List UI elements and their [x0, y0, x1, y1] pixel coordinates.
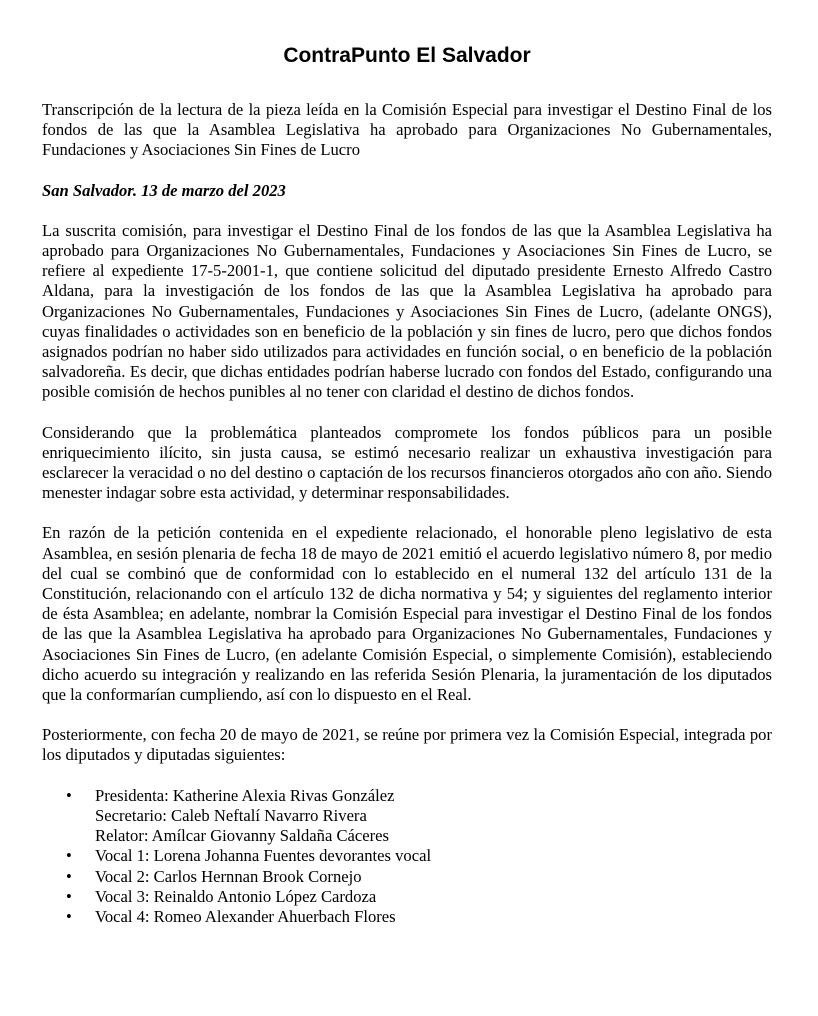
member-vocal-3: Vocal 3: Reinaldo Antonio López Cardoza — [95, 886, 377, 906]
paragraph-considerations: Considerando que la problemática planteados compromete los fondos públicos para un posible enriquecimiento ilícito, sin justa causa, se estimó necesario realizar un exhaustiva investigación para esclarecer la veracidad o no del destino o captación de los recursos financieros otorgados año con año. Siendo menester indagar sobre esta actividad, y determinar responsabilidades. — [42, 422, 772, 503]
member-president: Presidenta: Katherine Alexia Rivas González — [95, 785, 395, 805]
member-rapporteur: Relator: Amílcar Giovanny Saldaña Cáceres — [95, 826, 389, 846]
list-item-vocal-4 — [42, 907, 772, 927]
members-list — [42, 786, 772, 927]
document-title: ContraPunto El Salvador — [283, 44, 531, 67]
bullet-icon: • — [66, 846, 72, 866]
paragraph-first-meeting: Posteriormente, con fecha 20 de mayo de 2021, se reúne por primera vez la Comisión Especial, integrada por los diputados y diputadas siguientes: — [42, 725, 772, 765]
bullet-icon: • — [66, 785, 72, 805]
intro-paragraph: Transcripción de la lectura de la pieza leída en la Comisión Especial para investigar el Destino Final de los fondos de las que la Asamblea Legislativa ha aprobado para Organizaciones No Gubernamentales, Fundaciones y Asociaciones Sin Fines de Lucro — [42, 100, 772, 160]
list-item-vocal-3 — [42, 887, 772, 907]
member-vocal-2: Vocal 2: Carlos Hernnan Brook Cornejo — [95, 866, 362, 886]
list-item-vocal-1 — [42, 846, 772, 866]
document-page — [42, 0, 772, 927]
list-item-vocal-2 — [42, 867, 772, 887]
member-vocal-1: Vocal 1: Lorena Johanna Fuentes devorantes vocal — [95, 846, 432, 866]
date-line: San Salvador. 13 de marzo del 2023 — [42, 180, 286, 200]
bullet-icon: • — [66, 886, 72, 906]
member-secretary: Secretario: Caleb Neftalí Navarro Rivera — [95, 805, 367, 825]
bullet-icon: • — [66, 866, 72, 886]
paragraph-legislative-agreement: En razón de la petición contenida en el expediente relacionado, el honorable pleno legislativo de esta Asamblea, en sesión plenaria de fecha 18 de mayo de 2021 emitió el acuerdo legislativo número 8, por medio del cual se combinó que de conformidad con lo establecido en el numeral 132 del artículo 131 de la Constitución, relacionando con el artículo 132 de dicha normativa y 54; y siguientes del reglamento interior de ésta Asamblea; en adelante, nombrar la Comisión Especial para investigar el Destino Final de los fondos de las que la Asamblea Legislativa ha aprobado para Organizaciones No Gubernamentales, Fundaciones y Asociaciones Sin Fines de Lucro, (en adelante Comisión Especial, o simplemente Comisión), estableciendo dicho acuerdo su integración y realizando en las referida Sesión Plenaria, la juramentación de los diputados que la conformarían cumpliendo, así con lo dispuesto en el Real. — [42, 523, 772, 705]
paragraph-commission-scope: La suscrita comisión, para investigar el Destino Final de los fondos de las que la Asamblea Legislativa ha aprobado para Organizaciones No Gubernamentales, Fundaciones y Asociaciones Sin Fines de Lucro, se refiere al expediente 17-5-2001-1, que contiene solicitud del diputado presidente Ernesto Alfredo Castro Aldana, para la investigación de los fondos de las que la Asamblea Legislativa ha aprobado para Organizaciones No Gubernamentales, Fundaciones y Asociaciones Sin Fines de Lucro, (adelante ONGS), cuyas finalidades o actividades son en beneficio de la población y sin fines de lucro, pero que dichos fondos asignados podrían no haber sido utilizados para actividades en función social, o en beneficio de la población salvadoreña. Es decir, que dichas entidades podrían haberse lucrado con fondos del Estado, configurando una posible comisión de hechos punibles al no tener con claridad el destino de dichos fondos. — [42, 220, 772, 402]
bullet-icon: • — [66, 906, 72, 926]
member-vocal-4: Vocal 4: Romeo Alexander Ahuerbach Flores — [95, 906, 396, 926]
list-item-board — [42, 786, 772, 847]
